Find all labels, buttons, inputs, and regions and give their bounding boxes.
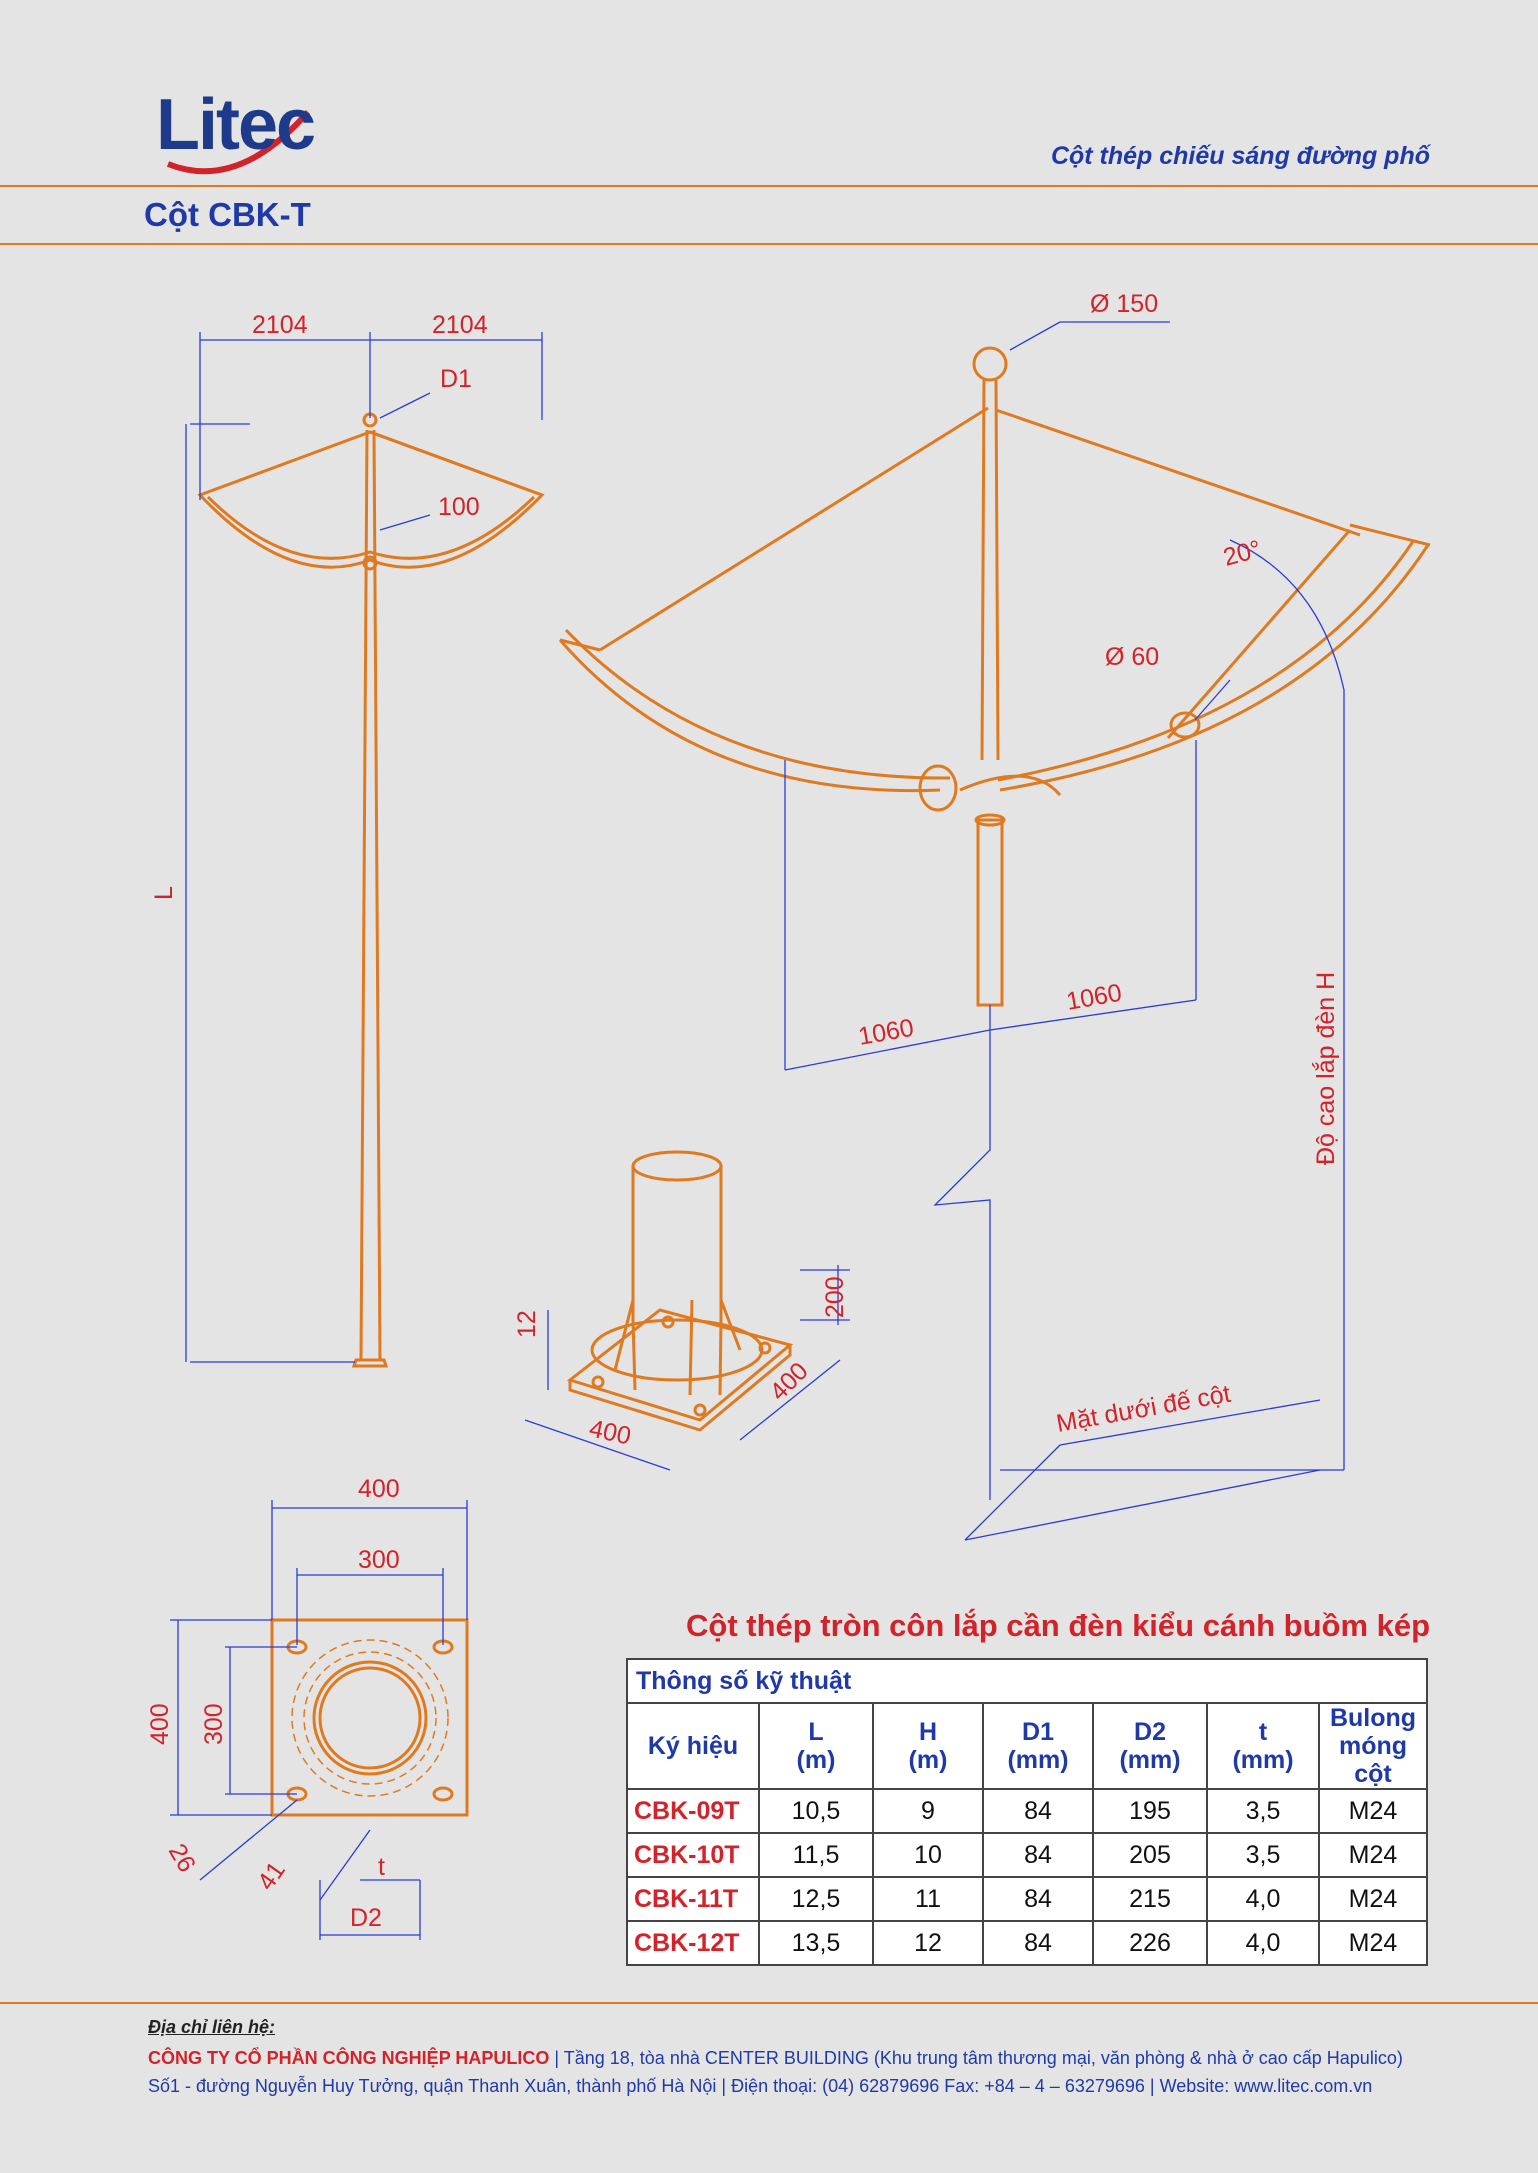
spec-cell-code: CBK-10T: [627, 1833, 759, 1877]
side-arms-left: [200, 432, 542, 567]
dim-plan-t: t: [378, 1853, 385, 1881]
spec-cell: 84: [983, 1921, 1093, 1965]
dim-plan-41: 41: [251, 1856, 291, 1896]
spec-cell: 226: [1093, 1921, 1207, 1965]
dim-arm-right: 1060: [1064, 978, 1124, 1016]
spec-cell: 195: [1093, 1789, 1207, 1833]
footer-company: CÔNG TY CỔ PHẦN CÔNG NGHIỆP HAPULICO: [148, 2048, 550, 2068]
persp-pole-lower: [978, 820, 1002, 1005]
spec-cell: M24: [1319, 1921, 1427, 1965]
spec-cell: 12,5: [759, 1877, 873, 1921]
footer-address1: | Tầng 18, tòa nhà CENTER BUILDING (Khu trung tâm thương mại, văn phòng & nhà ở cao cấp Hapulico): [554, 2048, 1403, 2068]
spec-cell: 10: [873, 1833, 983, 1877]
dim-angle: 20°: [1220, 534, 1265, 572]
dim-side-span-right: 2104: [432, 311, 488, 339]
dim-plan-300-left: 300: [200, 1703, 228, 1745]
spec-caption: Thông số kỹ thuật: [627, 1659, 1427, 1703]
table-row: [627, 1789, 1427, 1833]
spec-cell-code: CBK-12T: [627, 1921, 759, 1965]
plan-base-plate: [272, 1620, 467, 1815]
spec-cell: 84: [983, 1789, 1093, 1833]
table-row: [627, 1877, 1427, 1921]
dim-arm-left: 1060: [856, 1013, 916, 1051]
dim-arm-dia: Ø 60: [1105, 643, 1160, 671]
dim-base-400a: 400: [586, 1414, 634, 1451]
logo-text: Litec: [156, 85, 315, 165]
spec-title: Cột thép tròn côn lắp cần đèn kiểu cánh buồm kép: [686, 1608, 1431, 1643]
ball-top: [974, 348, 1006, 380]
dim-plan-400-top: 400: [358, 1475, 400, 1503]
spec-cell: 84: [983, 1833, 1093, 1877]
spec-cell: 4,0: [1207, 1877, 1319, 1921]
page-title: Cột CBK-T: [144, 196, 311, 233]
side-pole-left: [361, 430, 367, 1360]
spec-cell-code: CBK-09T: [627, 1789, 759, 1833]
spec-cell: 13,5: [759, 1921, 873, 1965]
spec-cell: 10,5: [759, 1789, 873, 1833]
table-row: [627, 1921, 1427, 1965]
footer-company-line: [148, 2048, 1403, 2069]
dim-plan-d2: D2: [350, 1904, 382, 1932]
dim-plan-400-left: 400: [146, 1703, 174, 1745]
spec-cell: M24: [1319, 1833, 1427, 1877]
footer-address2: Số1 - đường Nguyễn Huy Tưởng, quận Thanh Xuân, thành phố Hà Nội | Điện thoại: (04) 62879696 Fax: +84 – 4 – 63279696 | Website: www.litec.com.vn: [148, 2076, 1373, 2096]
dim-arm-100: 100: [438, 493, 480, 521]
spec-cell: 84: [983, 1877, 1093, 1921]
footer-divider: [0, 2002, 1538, 2004]
spec-cell: 9: [873, 1789, 983, 1833]
spec-header-D1: D1 (mm): [983, 1703, 1093, 1789]
persp-hub: [920, 766, 956, 810]
dim-base-200: 200: [821, 1276, 849, 1318]
spec-header-t: t (mm): [1207, 1703, 1319, 1789]
spec-cell: 12: [873, 1921, 983, 1965]
spec-table: [626, 1658, 1428, 1966]
spec-header-code: Ký hiệu: [627, 1703, 759, 1789]
base-tube-top: [633, 1152, 721, 1180]
side-pole-base: [354, 1360, 386, 1366]
footer-label: Địa chỉ liên hệ:: [148, 2017, 276, 2037]
spec-cell: 3,5: [1207, 1833, 1319, 1877]
side-pole-right: [374, 430, 380, 1360]
dim-d1: D1: [440, 365, 472, 393]
spec-cell: 3,5: [1207, 1789, 1319, 1833]
spec-cell: 11: [873, 1877, 983, 1921]
dim-ball-dia: Ø 150: [1090, 290, 1159, 318]
spec-header-L: L (m): [759, 1703, 873, 1789]
spec-cell: 205: [1093, 1833, 1207, 1877]
dim-plan-300-top: 300: [358, 1546, 400, 1574]
spec-header-bolt: Bulong móng cột: [1319, 1703, 1427, 1789]
dim-side-span-left: 2104: [252, 311, 308, 339]
spec-cell: M24: [1319, 1877, 1427, 1921]
dim-plan-26: 26: [162, 1839, 201, 1878]
spec-cell: 11,5: [759, 1833, 873, 1877]
table-row: [627, 1833, 1427, 1877]
spec-cell: 4,0: [1207, 1921, 1319, 1965]
spec-cell: 215: [1093, 1877, 1207, 1921]
spec-header-row: [627, 1703, 1427, 1789]
spec-header-H: H (m): [873, 1703, 983, 1789]
dim-base-400b: 400: [764, 1356, 814, 1407]
spec-cell: M24: [1319, 1789, 1427, 1833]
spec-cell-code: CBK-11T: [627, 1877, 759, 1921]
spec-header-D2: D2 (mm): [1093, 1703, 1207, 1789]
dim-length-L: L: [150, 886, 178, 900]
dim-height-H: Độ cao lắp đèn H: [1312, 971, 1340, 1165]
dim-base-surface: Mặt dưới đế cột: [1054, 1379, 1233, 1438]
dim-base-12: 12: [513, 1310, 541, 1338]
tagline: Cột thép chiếu sáng đường phố: [1050, 142, 1430, 170]
